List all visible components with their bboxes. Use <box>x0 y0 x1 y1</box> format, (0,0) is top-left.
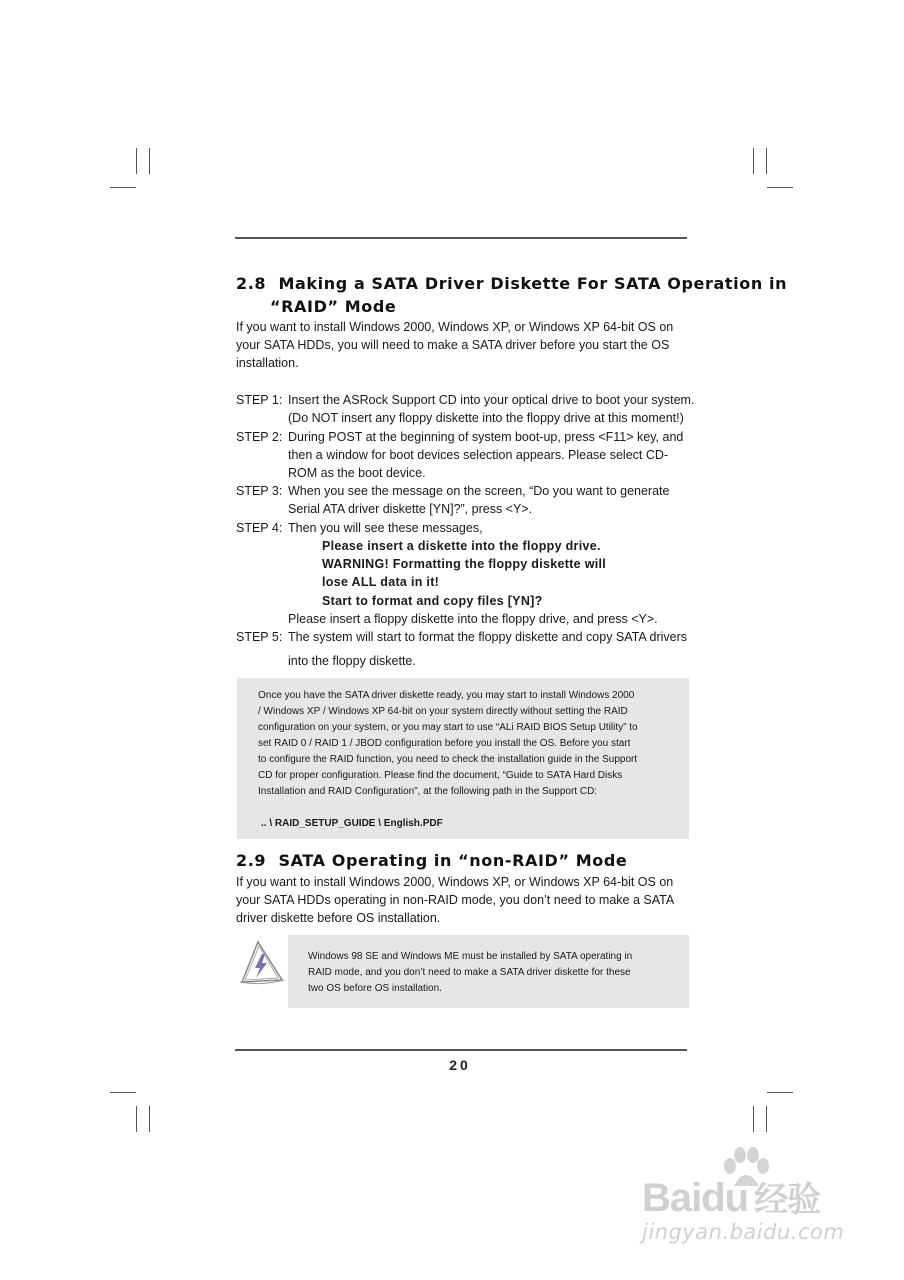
warning-note-text <box>308 949 632 997</box>
message-line: WARNING! Formatting the floppy diskette will <box>322 557 607 572</box>
section-2-9-heading <box>236 851 688 870</box>
step-line: into the floppy diskette. <box>288 654 416 669</box>
intro-line: If you want to install Windows 2000, Windows XP, or Windows XP 64-bit OS on <box>236 875 674 889</box>
step-5-label: STEP 5: <box>236 630 283 644</box>
intro-line: If you want to install Windows 2000, Windows XP, or Windows XP 64-bit OS on <box>236 320 674 334</box>
watermark-url: jingyan.baidu.com <box>642 1220 845 1244</box>
crop-mark <box>753 1106 754 1132</box>
step-4-messages <box>322 537 606 610</box>
step-1-label: STEP 1: <box>236 393 283 407</box>
intro-line: your SATA HDDs, you will need to make a SATA driver before you start the OS <box>236 338 670 353</box>
step-line: Please insert a floppy diskette into the floppy drive, and press <Y>. <box>288 612 658 626</box>
section-title-line1: Making a SATA Driver Diskette For SATA Operation in <box>278 274 788 293</box>
note-line: configuration on your system, or you may start to use “ALi RAID BIOS Setup Utility” to <box>258 722 638 733</box>
top-rule <box>235 237 687 239</box>
step-4-after <box>288 610 692 628</box>
step-2-text <box>288 428 692 483</box>
step-line: (Do NOT insert any floppy diskette into the floppy drive at this moment!) <box>288 411 684 426</box>
step-line: Serial ATA driver diskette [YN]?”, press <Y>. <box>288 502 533 517</box>
crop-mark <box>767 1092 793 1093</box>
step-3-text <box>288 482 692 518</box>
section-title-line2: “RAID” Mode <box>270 297 397 316</box>
step-5-text <box>288 628 692 670</box>
step-line: During POST at the beginning of system boot-up, press <F11> key, and <box>288 430 684 444</box>
step-line: then a window for boot devices selection appears. Please select CD- <box>288 448 669 463</box>
warning-triangle-icon <box>236 936 288 986</box>
step-line: Insert the ASRock Support CD into your optical drive to boot your system. <box>288 393 695 407</box>
crop-mark <box>136 148 137 174</box>
section-number: 2.9 <box>236 851 267 870</box>
message-line: lose ALL data in it! <box>322 575 440 590</box>
note-line: to configure the RAID function, you need to check the installation guide in the Support <box>258 754 638 765</box>
step-line: The system will start to format the floppy diskette and copy SATA drivers <box>288 630 687 644</box>
intro-line: installation. <box>236 356 299 371</box>
raid-note-box <box>237 678 689 839</box>
crop-mark <box>766 1106 767 1132</box>
step-1-text <box>288 391 695 427</box>
note-line: CD for proper configuration. Please find the document, “Guide to SATA Hard Disks <box>258 770 623 781</box>
section-number: 2.8 <box>236 274 267 293</box>
note-line: / Windows XP / Windows XP 64-bit on your system directly without setting the RAID <box>258 706 628 717</box>
crop-mark <box>767 187 793 188</box>
raid-note-text <box>258 688 638 800</box>
step-2-label: STEP 2: <box>236 430 283 444</box>
note-line: RAID mode, and you don’t need to make a SATA driver diskette for these <box>308 967 631 978</box>
step-4-text <box>288 519 692 537</box>
crop-mark <box>149 1106 150 1132</box>
section-2-9-intro <box>236 873 688 928</box>
support-cd-path: .. \ RAID_SETUP_GUIDE \ English.PDF <box>261 818 443 829</box>
crop-mark <box>136 1106 137 1132</box>
message-line: Please insert a diskette into the floppy drive. <box>322 539 601 553</box>
note-line: Installation and RAID Configuration”, at the following path in the Support CD: <box>258 786 598 797</box>
section-2-8-heading <box>236 274 788 316</box>
crop-mark <box>110 1092 136 1093</box>
section-title: SATA Operating in “non-RAID” Mode <box>278 851 628 870</box>
step-line: ROM as the boot device. <box>288 466 426 481</box>
step-4-label: STEP 4: <box>236 521 283 535</box>
watermark-brand <box>642 1172 820 1221</box>
crop-mark <box>149 148 150 174</box>
intro-line: your SATA HDDs operating in non-RAID mode, you don’t need to make a SATA <box>236 893 675 908</box>
note-line: set RAID 0 / RAID 1 / JBOD configuration before you install the OS. Before you start <box>258 738 631 749</box>
message-line: Start to format and copy files [YN]? <box>322 593 543 608</box>
note-line: Windows 98 SE and Windows ME must be installed by SATA operating in <box>308 951 633 962</box>
crop-mark <box>110 187 136 188</box>
note-line: Once you have the SATA driver diskette ready, you may start to install Windows 2000 <box>258 690 635 701</box>
step-line: Then you will see these messages, <box>288 521 483 535</box>
crop-mark <box>753 148 754 174</box>
intro-line: driver diskette before OS installation. <box>236 911 441 926</box>
step-3-label: STEP 3: <box>236 484 283 498</box>
bottom-rule <box>235 1049 687 1051</box>
crop-mark <box>766 148 767 174</box>
warning-note-box <box>288 935 689 1008</box>
watermark-brand-cn: 经验 <box>754 1181 821 1219</box>
watermark-brand-text: Baidu <box>642 1176 749 1220</box>
section-2-8-intro <box>236 318 688 373</box>
step-line: When you see the message on the screen, “Do you want to generate <box>288 484 670 498</box>
note-line: two OS before OS installation. <box>308 983 442 994</box>
page-number: 20 <box>449 1057 471 1073</box>
